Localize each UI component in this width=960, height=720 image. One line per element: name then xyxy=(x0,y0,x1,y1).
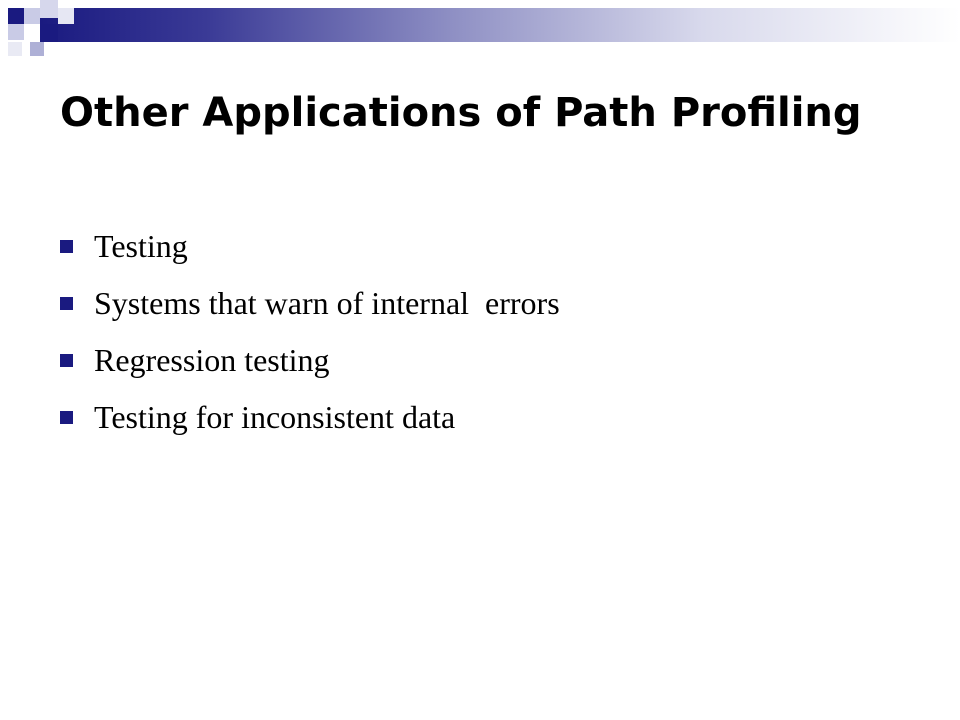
decorative-square xyxy=(30,42,44,56)
decorative-square xyxy=(8,24,24,40)
square-bullet-icon xyxy=(60,297,73,310)
decorative-square xyxy=(24,24,40,40)
header-gradient-band xyxy=(40,8,960,42)
square-bullet-icon xyxy=(60,354,73,367)
bullet-item xyxy=(60,389,920,446)
square-bullet-icon xyxy=(60,411,73,424)
bullet-text: Systems that warn of internal errors xyxy=(94,285,560,321)
decorative-square xyxy=(8,42,22,56)
decorative-square xyxy=(8,8,24,24)
bullet-item xyxy=(60,332,920,389)
bullet-item xyxy=(60,275,920,332)
bullet-text: Testing xyxy=(94,228,188,264)
bullet-item xyxy=(60,218,920,275)
decorative-square xyxy=(40,0,58,18)
decorative-square xyxy=(58,8,74,24)
bullet-text: Regression testing xyxy=(94,342,330,378)
bullet-list xyxy=(60,218,920,446)
bullet-text: Testing for inconsistent data xyxy=(94,399,456,435)
square-bullet-icon xyxy=(60,240,73,253)
decorative-square xyxy=(40,24,58,42)
slide-title: Other Applications of Path Profiling xyxy=(60,90,862,136)
decorative-square xyxy=(24,8,40,24)
